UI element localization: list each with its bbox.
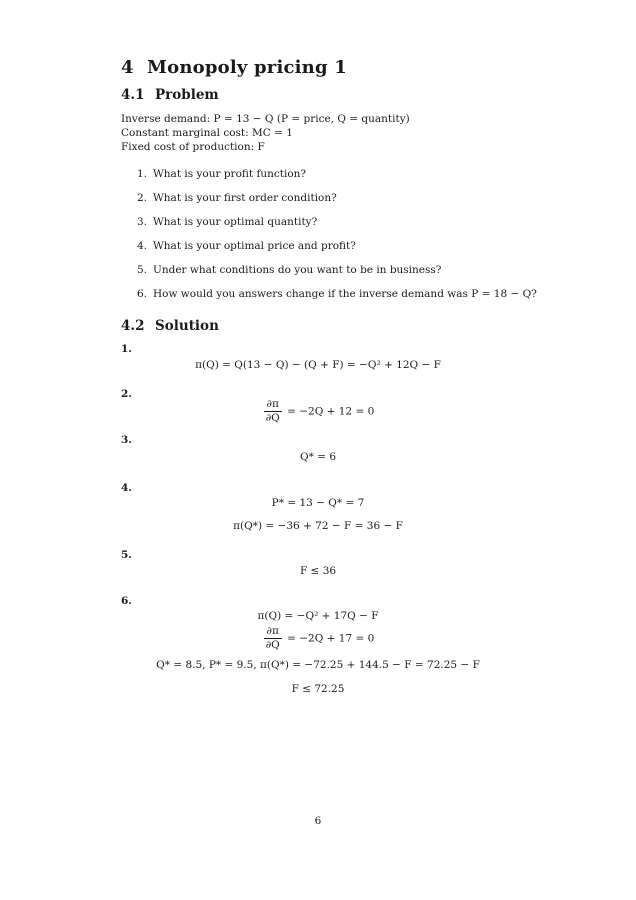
setup-line-marginal-cost: Constant marginal cost: MC = 1 (121, 127, 293, 139)
derivative-fraction: $\frac{\partial\pi}{\partial Q}$ (265, 398, 280, 424)
setup-line-demand: Inverse demand: P = 13 − Q (P = price, Q = quantity) (121, 113, 410, 125)
equation-new-optimum: Q* = 8.5, P* = 9.5, π(Q*) = −72.25 + 144.5 − F = 72.25 − F (156, 659, 480, 671)
equation-optimal-price: P* = 13 − Q* = 7 (271, 497, 365, 509)
equation-new-business-condition: F ≤ 72.25 (291, 683, 345, 695)
equation-foc: $\frac{\partial\pi}{\partial Q}$ = −2Q + 12 = 0 (265, 398, 375, 424)
derivative-fraction: $\frac{\partial\pi}{\partial Q}$ (265, 625, 280, 651)
setup-line-fixed-cost: Fixed cost of production: F (121, 141, 265, 153)
solution-label-5: 5. (121, 549, 132, 561)
problem-title: Problem (155, 87, 219, 103)
solution-label-6: 6. (121, 595, 132, 607)
equation-profit-function: π(Q) = Q(13 − Q) − (Q + F) = −Q² + 12Q − F (195, 359, 441, 371)
question-item: 6. How would you answers change if the inverse demand was P = 18 − Q? (136, 288, 537, 300)
equation-optimal-quantity: Q* = 6 (299, 451, 336, 463)
question-item: 4. What is your optimal price and profit? (136, 240, 356, 252)
section-title (121, 57, 347, 78)
problem-heading (121, 87, 219, 103)
question-item: 2. What is your first order condition? (136, 192, 337, 204)
question-item: 5. Under what conditions do you want to be in business? (136, 264, 442, 276)
equation-optimal-profit: π(Q*) = −36 + 72 − F = 36 − F (233, 520, 403, 532)
section-title-text: Monopoly pricing 1 (147, 57, 347, 78)
problem-number: 4.1 (121, 87, 145, 103)
equation-business-condition: F ≤ 36 (299, 565, 337, 577)
solution-title: Solution (155, 318, 219, 334)
solution-label-1: 1. (121, 343, 132, 355)
equation-new-foc: $\frac{\partial\pi}{\partial Q}$ = −2Q + 17 = 0 (265, 625, 375, 651)
equation-new-profit-function: π(Q) = −Q² + 17Q − F (257, 610, 379, 622)
solution-label-2: 2. (121, 388, 132, 400)
page-number: 6 (314, 815, 322, 827)
solution-number: 4.2 (121, 318, 145, 334)
question-item: 1. What is your profit function? (136, 168, 307, 180)
question-item: 3. What is your optimal quantity? (136, 216, 318, 228)
solution-label-4: 4. (121, 482, 132, 494)
section-number: 4 (121, 57, 134, 78)
solution-label-3: 3. (121, 434, 132, 446)
solution-heading (121, 318, 219, 334)
